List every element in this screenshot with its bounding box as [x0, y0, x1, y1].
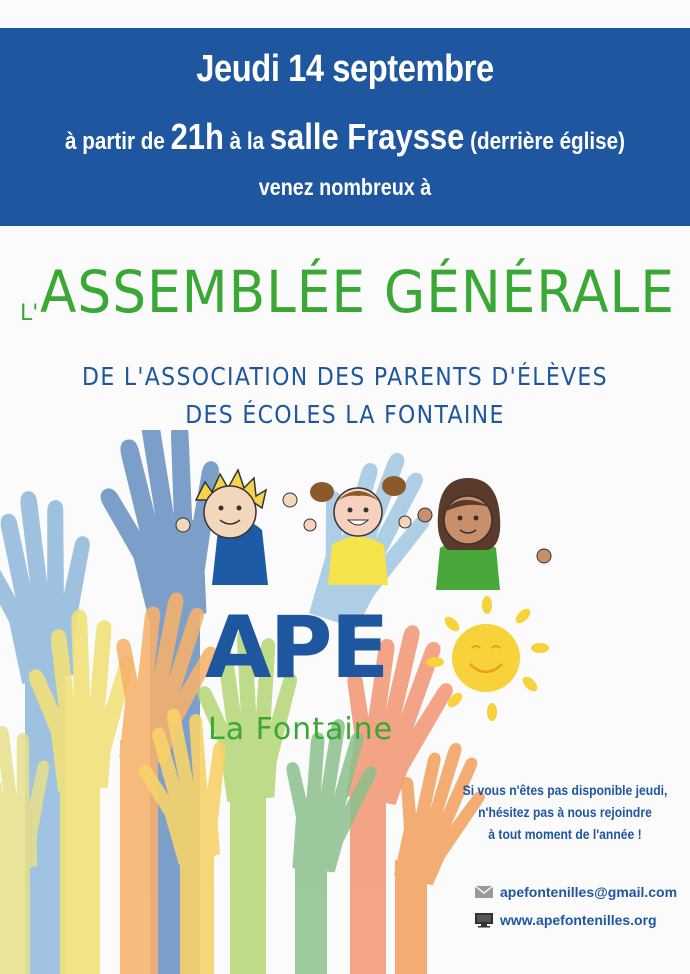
event-date: Jeudi 14 septembre	[196, 48, 494, 90]
title-text: ASSEMBLÉE GÉNÉRALE	[40, 258, 676, 326]
event-venue: salle Fraysse	[269, 116, 465, 157]
children	[176, 470, 551, 590]
main-title	[20, 258, 680, 326]
email-address[interactable]: apefontenilles@gmail.com	[500, 884, 678, 900]
join-line-1: Si vous n'êtes pas disponible jeudi,	[462, 783, 668, 798]
computer-icon	[474, 912, 494, 928]
contact-email[interactable]	[474, 882, 677, 902]
time-prefix: à partir de	[65, 128, 171, 155]
venue-note: (derrière église)	[464, 128, 625, 155]
event-time: 21h	[170, 116, 224, 157]
child-dark-hair	[418, 478, 551, 590]
invitation-text: venez nombreux à	[258, 174, 432, 200]
header-banner	[0, 28, 690, 226]
contact-website[interactable]	[474, 910, 657, 930]
title-prefix: L'	[20, 301, 39, 326]
subtitle-line-1: DE L'ASSOCIATION DES PARENTS D'ÉLÈVES	[82, 362, 608, 391]
join-message	[453, 780, 678, 846]
website-url[interactable]: www.apefontenilles.org	[500, 912, 657, 928]
place-prefix: à la	[223, 128, 270, 155]
ape-logo-subtitle: La Fontaine	[208, 712, 394, 747]
join-line-2: n'hésitez pas à nous rejoindre	[478, 805, 652, 820]
event-time-place	[48, 116, 641, 158]
join-line-3: à tout moment de l'année !	[488, 827, 642, 842]
subtitle-line-2: DES ÉCOLES LA FONTAINE	[185, 400, 505, 429]
ape-logo-text: APE	[205, 598, 388, 698]
envelope-icon	[474, 884, 494, 900]
